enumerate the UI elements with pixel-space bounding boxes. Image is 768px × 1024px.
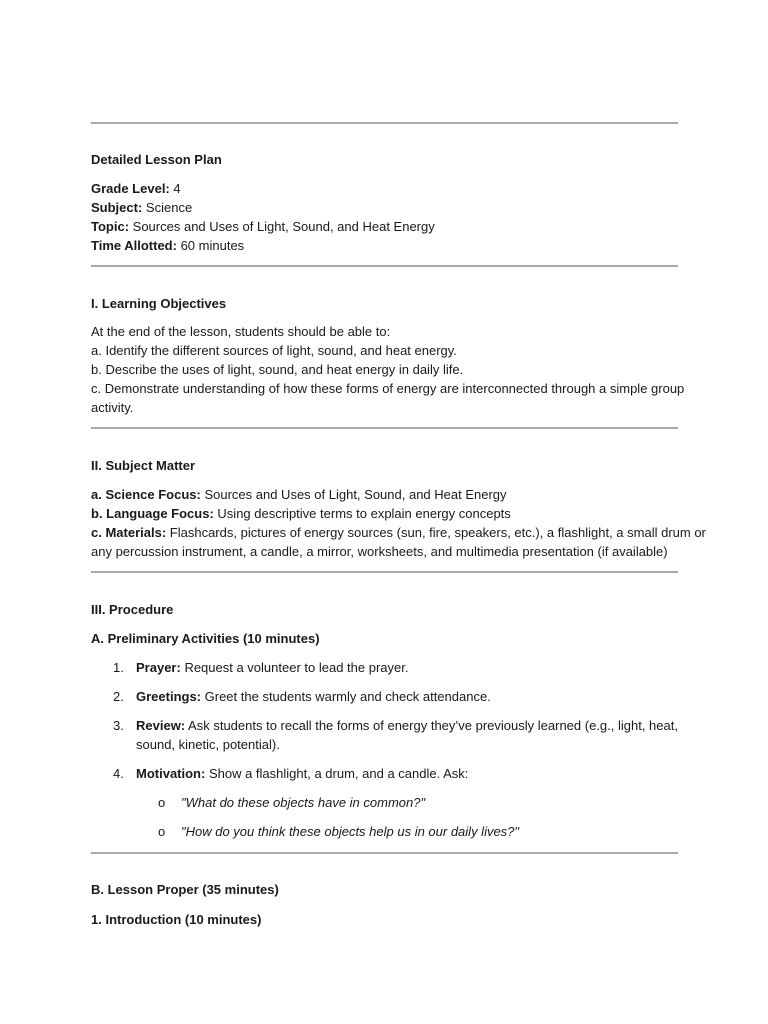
divider-header (91, 265, 678, 267)
objective-c-line2: activity. (91, 400, 134, 415)
divider-subject-matter (91, 571, 678, 573)
topic-row (91, 217, 435, 236)
materials-value-line1: Flashcards, pictures of energy sources (sun, fire, speakers, etc.), a flashlight, a small drum or (169, 525, 706, 540)
document-title: Detailed Lesson Plan (91, 152, 222, 167)
list-item-review (136, 716, 678, 735)
bullet-marker: o (158, 795, 166, 810)
prayer-label: Prayer: (136, 660, 181, 675)
topic-label: Topic: (91, 219, 130, 234)
motivation-question-2: "How do you think these objects help us in our daily lives?" (181, 824, 520, 839)
materials-row (91, 523, 706, 542)
motivation-question-1: "What do these objects have in common?" (181, 795, 426, 810)
grade-level-row (91, 179, 181, 198)
greetings-label: Greetings: (136, 689, 202, 704)
materials-value-line2: any percussion instrument, a candle, a mirror, worksheets, and multimedia presentation (if available) (91, 544, 668, 559)
language-focus-label: b. Language Focus: (91, 506, 214, 521)
grade-level-value: 4 (173, 181, 181, 196)
review-text-line2: sound, kinetic, potential). (136, 737, 280, 752)
science-focus-label: a. Science Focus: (91, 487, 201, 502)
objective-c-line1: c. Demonstrate understanding of how these forms of energy are interconnected through a simple group (91, 381, 685, 396)
list-item-number: 4. (113, 766, 124, 781)
divider-preliminary (91, 852, 678, 854)
topic-value: Sources and Uses of Light, Sound, and Heat Energy (132, 219, 435, 234)
objectives-intro: At the end of the lesson, students should be able to: (91, 324, 391, 339)
procedure-heading: III. Procedure (91, 602, 174, 617)
grade-level-label: Grade Level: (91, 181, 170, 196)
objective-a: a. Identify the different sources of light, sound, and heat energy. (91, 343, 457, 358)
subject-value: Science (145, 200, 193, 215)
list-item-motivation (136, 764, 468, 783)
time-allotted-row (91, 236, 244, 255)
bullet-marker: o (158, 824, 166, 839)
list-item-greetings (136, 687, 491, 706)
science-focus-value: Sources and Uses of Light, Sound, and Heat Energy (204, 487, 507, 502)
time-allotted-label: Time Allotted: (91, 238, 177, 253)
list-item-prayer (136, 658, 408, 677)
review-label: Review: (136, 718, 186, 733)
subject-label: Subject: (91, 200, 143, 215)
science-focus-row (91, 485, 507, 504)
subject-matter-heading: II. Subject Matter (91, 458, 196, 473)
divider-top (91, 122, 678, 124)
time-allotted-value: 60 minutes (180, 238, 245, 253)
preliminary-activities-heading: A. Preliminary Activities (10 minutes) (91, 631, 320, 646)
review-text: Ask students to recall the forms of energy they’ve previously learned (e.g., light, heat, (188, 718, 678, 733)
lesson-proper-heading: B. Lesson Proper (35 minutes) (91, 882, 279, 897)
motivation-label: Motivation: (136, 766, 206, 781)
introduction-heading: 1. Introduction (10 minutes) (91, 912, 262, 927)
divider-objectives (91, 427, 678, 429)
language-focus-row (91, 504, 511, 523)
motivation-text: Show a flashlight, a drum, and a candle. Ask: (208, 766, 469, 781)
list-item-number: 2. (113, 689, 124, 704)
objective-b: b. Describe the uses of light, sound, and heat energy in daily life. (91, 362, 464, 377)
list-item-number: 1. (113, 660, 124, 675)
objectives-heading: I. Learning Objectives (91, 296, 227, 311)
greetings-text: Greet the students warmly and check attendance. (204, 689, 491, 704)
list-item-number: 3. (113, 718, 124, 733)
language-focus-value: Using descriptive terms to explain energy concepts (217, 506, 511, 521)
materials-label: c. Materials: (91, 525, 167, 540)
subject-row (91, 198, 192, 217)
prayer-text: Request a volunteer to lead the prayer. (184, 660, 409, 675)
